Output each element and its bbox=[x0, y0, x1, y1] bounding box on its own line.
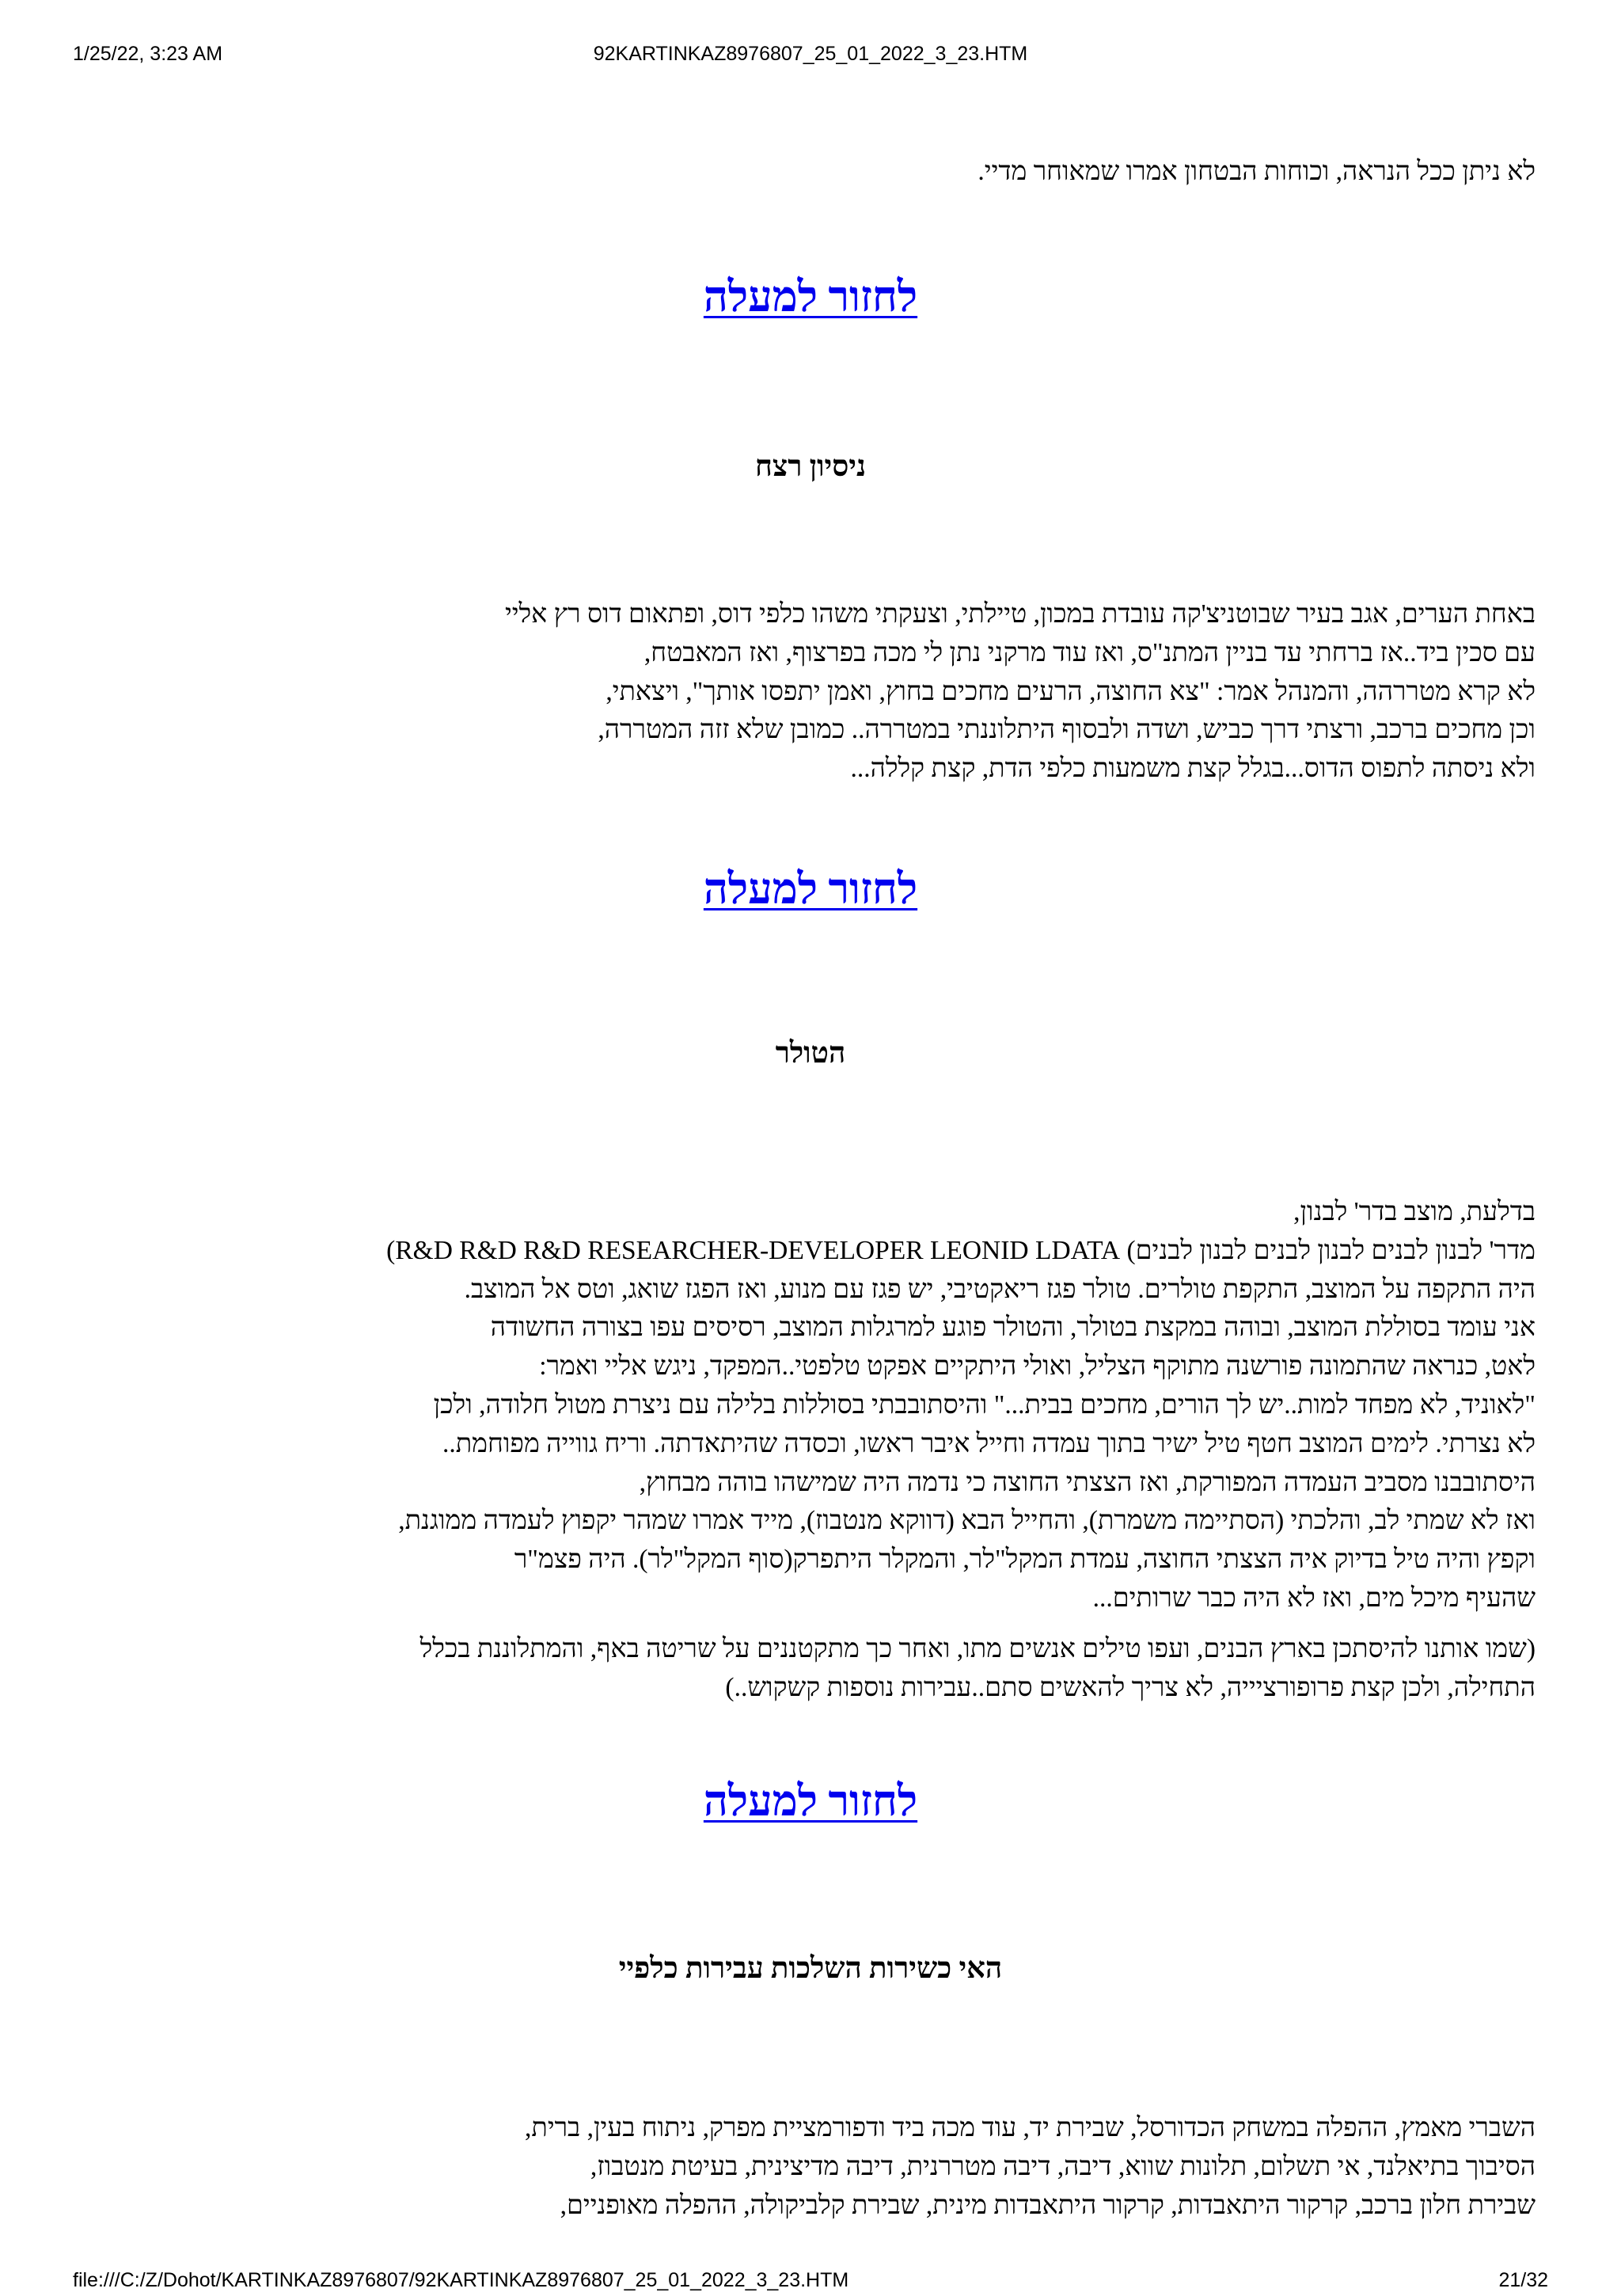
text-line: וכן מחכים ברכב, ורצתי דרך כביש, ושדה ולבסוף היתלוננתי במטררה.. כמובן שלא זזה המטררה, bbox=[598, 715, 1536, 745]
text-line: באחת הערים, אגב בעיר שבוטניצ'קה עובדת במכון, טיילתי, וצעקתי משהו כלפי דוס, ופתאום דוס רץ אליי bbox=[504, 599, 1536, 629]
text-line: לא נצרתי. לימים המוצב חטף טיל ישיר בתוך עמדה וחייל איבר ראשו, וכסדה שהיתאדתה. וריח גווייה מפוחמת.. bbox=[442, 1428, 1536, 1458]
text-line: לאט, כנראה שהתמונה פורשנה מתוקף הצליל, ואולי היתקיים אפקט טלפטי..המפקד, ניגש אליי ואמר: bbox=[539, 1351, 1536, 1382]
section-1-paragraph bbox=[71, 595, 1536, 789]
back-to-top-link-1[interactable] bbox=[0, 269, 1621, 325]
text-line: "לאוניד, לא מפחד למות..יש לך הורים, מחכים בבית..." והיסתובבתי בסוללות בלילה עם ניצרת מטול חלודה, ולכן bbox=[433, 1389, 1536, 1420]
text-line: התחילה, ולכן קצת פרופורציייה, לא צריך להאשים סתם..עבירות נוספות קשקוש..) bbox=[725, 1672, 1536, 1702]
back-to-top-anchor[interactable]: לחזור למעלה bbox=[703, 865, 918, 913]
text-line: אני עומד בסוללת המוצב, ובוהה במקצת בטולר, והטולר פוגע למרגלות המוצב, רסיסים עפו בצורה החשודה bbox=[490, 1313, 1536, 1343]
text-line: וקפץ והיה טיל בדיוק איה הצצתי החוצה, עמדת המקל"לר, והמקלר היתפרק(סוף המקל"לר). היה פצמ"ר bbox=[514, 1545, 1536, 1575]
print-title: 92KARTINKAZ8976807_25_01_2022_3_23.HTM bbox=[593, 43, 1028, 65]
text-line: ואז לא שמתי לב, והלכתי (הסתיימה משמרת), והחייל הבא (דווקא מנטבוז), מייד אמרו שמהר יקפוץ לעמדה ממוגנת, bbox=[398, 1506, 1536, 1536]
text-line: השברי מאמץ, ההפלה במשחק הכדורסל, שבירת יד, עוד מכה ביד ודפורמציית מפרק, ניתוח בעין, ברית, bbox=[525, 2113, 1536, 2142]
text-line: ולא ניסתה לתפוס הדוס...בגלל קצת משמעות כלפי הדת, קצת קללה... bbox=[850, 754, 1536, 784]
section-2-paragraph bbox=[71, 1193, 1536, 1618]
text-line: היה התקפה על המוצב, התקפת טולרים. טולר פגז ריאקטיבי, יש פגז עם מנוע, ואז הפגז שואג, וטס אל המוצב. bbox=[464, 1274, 1536, 1304]
text-line: בדלעת, מוצב בדר' לבנון, bbox=[1293, 1197, 1536, 1226]
back-to-top-anchor[interactable]: לחזור למעלה bbox=[703, 1777, 918, 1825]
text-line: מדר' לבנון לבנים לבנון לבנים לבנון לבנים) R&D R&D R&D RESEARCHER-DEVELOPER LEONID LDATA) bbox=[386, 1235, 1536, 1265]
section-title-attempted-murder: ניסיון רצח bbox=[754, 450, 867, 483]
print-datetime: 1/25/22, 3:23 AM bbox=[73, 43, 223, 65]
section-3-paragraph bbox=[71, 2109, 1536, 2225]
back-to-top-anchor[interactable]: לחזור למעלה bbox=[703, 273, 918, 321]
print-header bbox=[0, 38, 1621, 70]
back-to-top-link-2[interactable] bbox=[0, 861, 1621, 917]
back-to-top-link-3[interactable] bbox=[0, 1773, 1621, 1829]
text-line: שהעיף מיכל מים, ואז לא היה כבר שרותים... bbox=[1092, 1583, 1536, 1613]
section-title-toller: הטולר bbox=[775, 1037, 846, 1070]
text-line: עם סכין ביד..אז ברחתי עד בניין המתנ"ס, ואז עוד מרקני נתן לי מכה בפרצוף, ואז המאבטח, bbox=[643, 637, 1536, 667]
text-line: היסתובבנו מסביב העמדה המפורקת, ואז הצצתי החוצה כי נדמה היה שמישהו בוהה מבחוץ, bbox=[639, 1467, 1536, 1497]
print-page-number: 21/32 bbox=[1498, 2269, 1548, 2291]
print-file-url: file:///C:/Z/Dohot/KARTINKAZ8976807/92KARTINKAZ8976807_25_01_2022_3_23.HTM bbox=[73, 2269, 849, 2291]
text-line: (שמו אותנו להיסתכן בארץ הבנים, ועפו טילים אנשים מתו, ואחר כך מתקטננים על שריטה באף, והמתלוננת בכלל bbox=[419, 1634, 1536, 1663]
intro-paragraph bbox=[71, 153, 1536, 192]
section-2-note bbox=[71, 1630, 1536, 1708]
print-footer bbox=[0, 2264, 1621, 2296]
text-line: לא ניתן ככל הנראה, וכוחות הבטחון אמרו שמאוחר מדיי. bbox=[978, 157, 1536, 186]
text-line: שבירת חלון ברכב, קרקור היתאבדות, קרקור היתאבדות מינית, שבירת קלביקולה, ההפלה מאופניים, bbox=[560, 2190, 1536, 2220]
text-line: לא קרא מטררהה, והמנהל אמר: "צא החוצה, הרעים מחכים בחוץ, ואמן יתפסו אותך", ויצאתי, bbox=[606, 676, 1536, 706]
text-line: הסיבוך בתיאלנד, אי תשלום, תלונות שווא, דיבה, דיבה מטררנית, דיבה מדיצינית, בעיטת מנטבוז, bbox=[590, 2151, 1536, 2181]
section-title-incapacity: האי כשירות השלכות עבירות כלפיי bbox=[618, 1952, 1003, 1985]
